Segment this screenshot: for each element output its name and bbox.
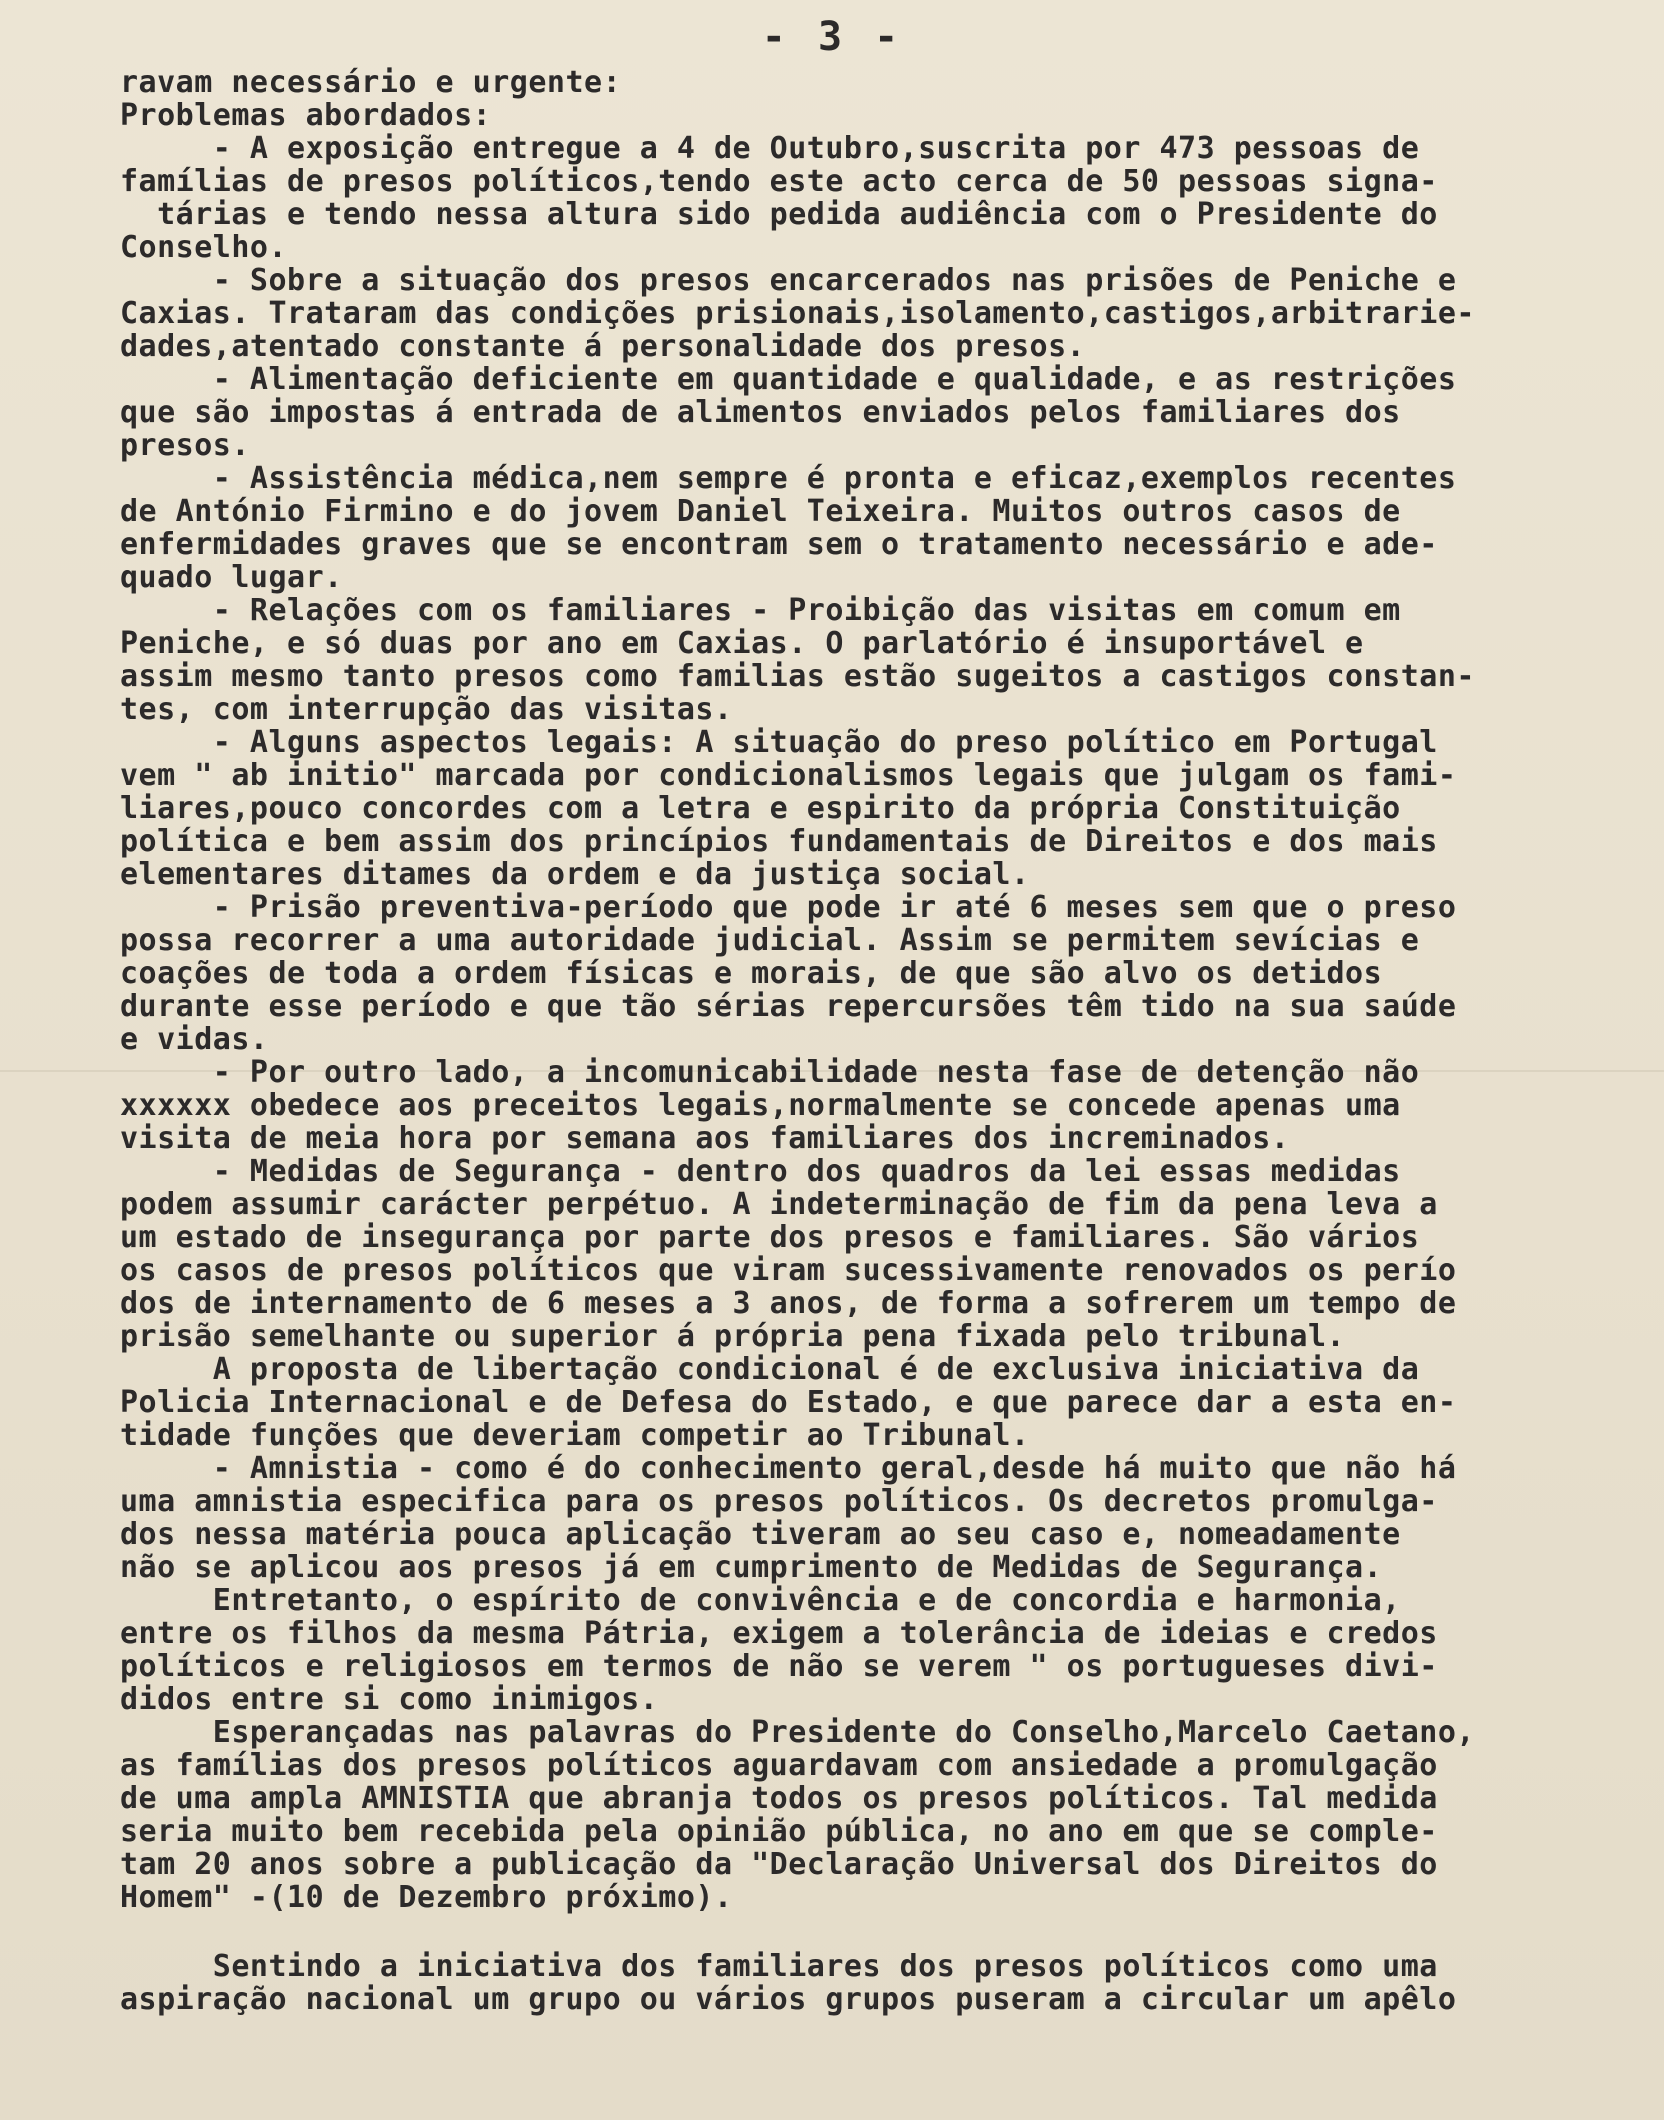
text-line: e vidas. [120, 1022, 269, 1057]
text-line: Peniche, e só duas por ano em Caxias. O parlatório é insuportável e [120, 626, 1364, 661]
text-line: A proposta de libertação condicional é de exclusiva iniciativa da [120, 1352, 1420, 1387]
text-line: Esperançadas nas palavras do Presidente do Conselho,Marcelo Caetano, [120, 1715, 1475, 1750]
text-line: - Medidas de Segurança - dentro dos quadros da lei essas medidas [120, 1154, 1401, 1189]
text-line: dades,atentado constante á personalidade dos presos. [120, 329, 1086, 364]
text-line: as famílias dos presos políticos aguardavam com ansiedade a promulgação [120, 1748, 1438, 1783]
text-line: - Por outro lado, a incomunicabilidade nesta fase de detenção não [120, 1055, 1420, 1090]
text-line: política e bem assim dos princípios fundamentais de Direitos e dos mais [120, 824, 1438, 859]
text-line: quado lugar. [120, 560, 343, 595]
text-line: durante esse período e que tão sérias repercursões têm tido na sua saúde [120, 989, 1457, 1024]
text-line: - Relações com os familiares - Proibição das visitas em comum em [120, 593, 1401, 628]
text-line: tes, com interrupção das visitas. [120, 692, 733, 727]
text-line: entre os filhos da mesma Pátria, exigem a tolerância de ideias e credos [120, 1616, 1438, 1651]
text-line: didos entre si como inimigos. [120, 1682, 659, 1717]
main-text [120, 66, 1600, 1914]
text-line: - Sobre a situação dos presos encarcerados nas prisões de Peniche e [120, 263, 1457, 298]
paragraph-gap [120, 1914, 1600, 1950]
text-line: de uma ampla AMNISTIA que abranja todos os presos políticos. Tal medida [120, 1781, 1438, 1816]
text-line: vem " ab initio" marcada por condicionalismos legais que julgam os fami- [120, 758, 1457, 793]
text-line: dos de internamento de 6 meses a 3 anos, de forma a sofrerem um tempo de [120, 1286, 1457, 1321]
text-line: coações de toda a ordem físicas e morais, de que são alvo os detidos [120, 956, 1383, 991]
text-line: aspiração nacional um grupo ou vários grupos puseram a circular um apêlo [120, 1982, 1457, 2017]
text-line: possa recorrer a uma autoridade judicial. Assim se permitem sevícias e [120, 923, 1420, 958]
text-line: assim mesmo tanto presos como familias estão sugeitos a castigos constan- [120, 659, 1475, 694]
text-line: - Assistência médica,nem sempre é pronta e eficaz,exemplos recentes [120, 461, 1457, 496]
text-line: seria muito bem recebida pela opinião pública, no ano em que se comple- [120, 1814, 1438, 1849]
text-line: - Alguns aspectos legais: A situação do preso político em Portugal [120, 725, 1438, 760]
text-line: políticos e religiosos em termos de não se verem " os portugueses divi- [120, 1649, 1438, 1684]
text-line: não se aplicou aos presos já em cumprimento de Medidas de Segurança. [120, 1550, 1383, 1585]
text-line: Homem" -(10 de Dezembro próximo). [120, 1880, 733, 1915]
text-line: tidade funções que deveriam competir ao Tribunal. [120, 1418, 1030, 1453]
text-line: tam 20 anos sobre a publicação da "Declaração Universal dos Direitos do [120, 1847, 1438, 1882]
text-line: - A exposição entregue a 4 de Outubro,suscrita por 473 pessoas de [120, 131, 1420, 166]
text-line: tárias e tendo nessa altura sido pedida audiência com o Presidente do [120, 197, 1438, 232]
text-line: os casos de presos políticos que viram sucessivamente renovados os perío [120, 1253, 1457, 1288]
text-line: presos. [120, 428, 250, 463]
text-line: Problemas abordados: [120, 98, 492, 133]
document-body [120, 66, 1600, 2016]
text-line: que são impostas á entrada de alimentos enviados pelos familiares dos [120, 395, 1401, 430]
text-line: liares,pouco concordes com a letra e espirito da própria Constituição [120, 791, 1401, 826]
text-line: Caxias. Trataram das condições prisionais,isolamento,castigos,arbitrarie- [120, 296, 1475, 331]
text-line: xxxxxx obedece aos preceitos legais,normalmente se concede apenas uma [120, 1088, 1401, 1123]
text-line: um estado de insegurança por parte dos presos e familiares. São vários [120, 1220, 1420, 1255]
text-line: ravam necessário e urgente: [120, 65, 622, 100]
text-line: Sentindo a iniciativa dos familiares dos presos políticos como uma [120, 1949, 1438, 1984]
text-line: de António Firmino e do jovem Daniel Teixeira. Muitos outros casos de [120, 494, 1401, 529]
text-line: - Amnistia - como é do conhecimento geral,desde há muito que não há [120, 1451, 1457, 1486]
text-line: dos nessa matéria pouca aplicação tiveram ao seu caso e, nomeadamente [120, 1517, 1401, 1552]
text-line: famílias de presos políticos,tendo este acto cerca de 50 pessoas signa- [120, 164, 1438, 199]
text-line: - Alimentação deficiente em quantidade e qualidade, e as restrições [120, 362, 1457, 397]
text-line: - Prisão preventiva-período que pode ir até 6 meses sem que o preso [120, 890, 1457, 925]
text-line: enfermidades graves que se encontram sem o tratamento necessário e ade- [120, 527, 1438, 562]
text-line: visita de meia hora por semana aos familiares dos increminados. [120, 1121, 1290, 1156]
text-line: Entretanto, o espírito de convivência e de concordia e harmonia, [120, 1583, 1401, 1618]
text-line: podem assumir carácter perpétuo. A indeterminação de fim da pena leva a [120, 1187, 1438, 1222]
text-line: Policia Internacional e de Defesa do Estado, e que parece dar a esta en- [120, 1385, 1457, 1420]
text-line: prisão semelhante ou superior á própria pena fixada pelo tribunal. [120, 1319, 1346, 1354]
text-line: elementares ditames da ordem e da justiça social. [120, 857, 1030, 892]
closing-text [120, 1950, 1600, 2016]
text-line: Conselho. [120, 230, 288, 265]
page-number: - 3 - [761, 14, 903, 60]
text-line: uma amnistia especifica para os presos políticos. Os decretos promulga- [120, 1484, 1438, 1519]
